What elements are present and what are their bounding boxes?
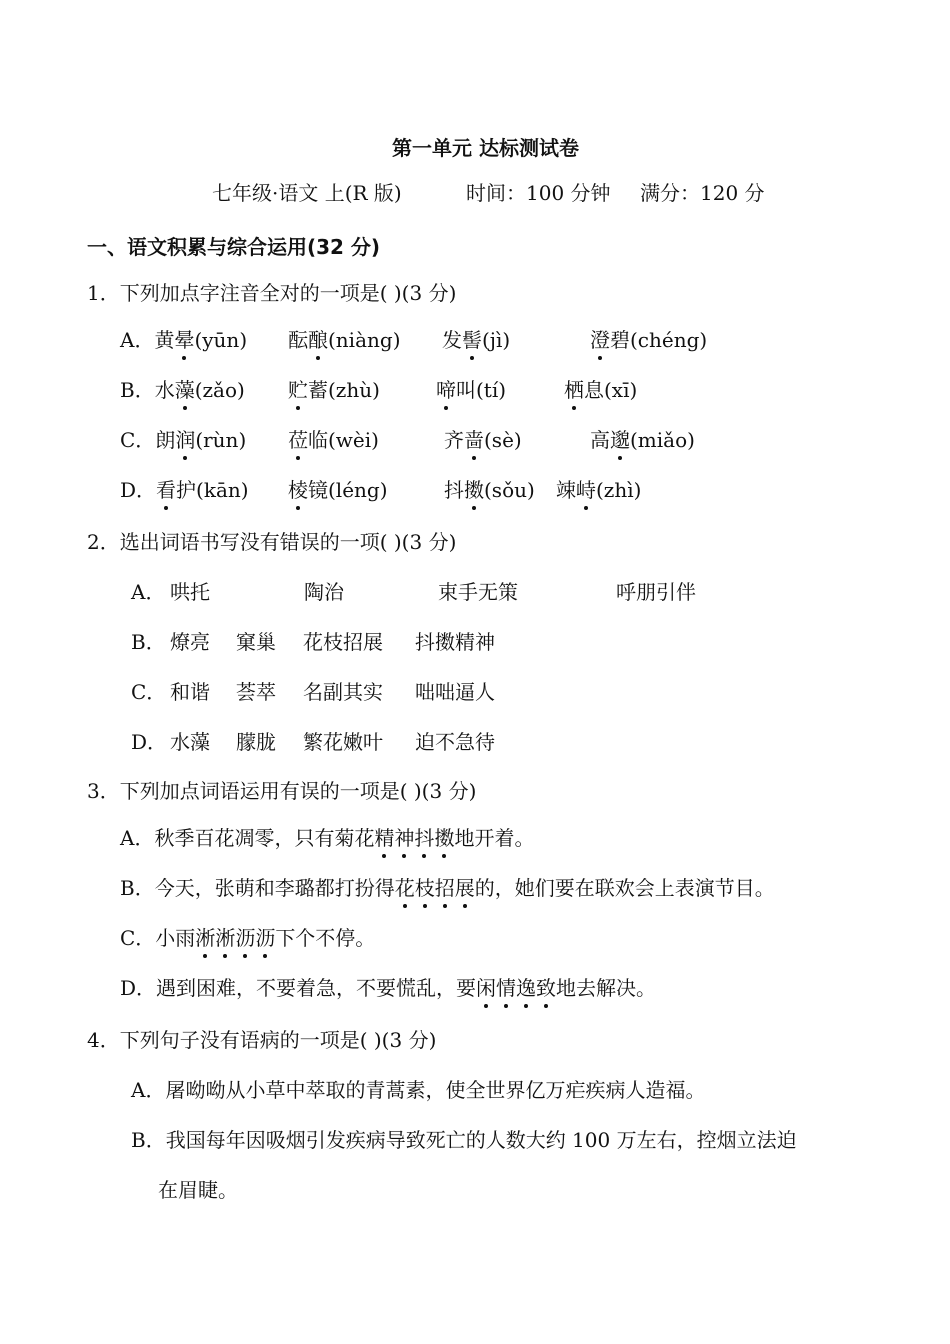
option-text: (yūn) bbox=[194, 328, 248, 352]
dotted-char: 神 bbox=[394, 826, 415, 850]
dotted-char: 枝 bbox=[414, 876, 435, 900]
q2-word: 繁花嫩叶 bbox=[303, 730, 383, 754]
q2-word: 迫不急待 bbox=[415, 730, 495, 754]
option-text: 下个不停。 bbox=[275, 926, 376, 950]
option-text: (sǒu) bbox=[484, 478, 535, 502]
q2-word: 和谐 bbox=[170, 680, 210, 704]
option-text: 朗 bbox=[155, 428, 176, 452]
q2-word: 荟萃 bbox=[236, 680, 276, 704]
dotted-char: 情 bbox=[496, 976, 517, 1000]
dotted-char: 酿 bbox=[308, 328, 328, 352]
dotted-char: 致 bbox=[536, 976, 557, 1000]
dotted-char: 邈 bbox=[610, 428, 630, 452]
exam-title: 第一单元 达标测试卷 bbox=[392, 136, 579, 160]
option-text: C．小雨 bbox=[120, 926, 196, 950]
dotted-char: 精 bbox=[374, 826, 395, 850]
option-text: (sè) bbox=[484, 428, 522, 452]
q1-option-d-word3 bbox=[444, 477, 535, 503]
q3-option-d bbox=[120, 975, 656, 1001]
q1-option-c-word2 bbox=[288, 427, 379, 453]
dotted-char: 花 bbox=[394, 876, 415, 900]
option-text: 水 bbox=[154, 378, 175, 402]
option-text: 镜(léng) bbox=[308, 478, 388, 502]
q1-option-b bbox=[120, 377, 245, 403]
q3-option-b bbox=[120, 875, 775, 901]
option-label: A． bbox=[120, 328, 155, 352]
q1-option-a-word4 bbox=[590, 327, 707, 353]
dotted-char: 沥 bbox=[255, 926, 276, 950]
dotted-char: 闲 bbox=[476, 976, 497, 1000]
option-text: 护(kān) bbox=[176, 478, 249, 502]
q3-option-a bbox=[120, 825, 534, 851]
q1-option-d-word2 bbox=[288, 477, 388, 503]
dotted-char: 澄 bbox=[590, 328, 610, 352]
q2-option-label-a: A． bbox=[131, 580, 166, 604]
q1-option-b-word3 bbox=[436, 377, 506, 403]
q1-option-c-word3 bbox=[444, 427, 522, 453]
option-text: 齐 bbox=[444, 428, 464, 452]
dotted-char: 沥 bbox=[235, 926, 256, 950]
dotted-char: 擞 bbox=[464, 478, 484, 502]
dotted-char: 淅 bbox=[195, 926, 216, 950]
option-text: 酝 bbox=[288, 328, 308, 352]
option-text: 高 bbox=[590, 428, 610, 452]
q2-option-label-c: C． bbox=[131, 680, 167, 704]
exam-time: 时间：100 分钟 bbox=[466, 181, 611, 205]
option-label: C． bbox=[120, 428, 156, 452]
question-3-stem: 3．下列加点词语运用有误的一项是( )(3 分) bbox=[87, 779, 477, 803]
q2-option-label-d: D． bbox=[131, 730, 168, 754]
option-text: 叫(tí) bbox=[456, 378, 507, 402]
q2-option-label-b: B． bbox=[131, 630, 166, 654]
dotted-char: 髻 bbox=[462, 328, 482, 352]
option-label: D． bbox=[120, 478, 157, 502]
q1-option-b-word4 bbox=[564, 377, 637, 403]
option-text: 蓄(zhù) bbox=[308, 378, 380, 402]
q2-word: 花枝招展 bbox=[303, 630, 383, 654]
option-text: 地去解决。 bbox=[556, 976, 657, 1000]
option-text: 的，她们要在联欢会上表演节目。 bbox=[474, 876, 775, 900]
dotted-char: 莅 bbox=[288, 428, 308, 452]
grade-subject: 七年级·语文 上(R 版) bbox=[212, 181, 402, 205]
option-text: (zhì) bbox=[596, 478, 642, 502]
q2-word: 陶治 bbox=[304, 580, 344, 604]
question-4-stem: 4．下列句子没有语病的一项是( )(3 分) bbox=[87, 1028, 437, 1052]
option-text: D．遇到困难，不要着急，不要慌乱，要 bbox=[120, 976, 477, 1000]
dotted-char: 贮 bbox=[288, 378, 308, 402]
section-heading: 一、语文积累与综合运用(32 分) bbox=[87, 235, 381, 259]
q2-word: 束手无策 bbox=[438, 580, 518, 604]
option-text: 息(xī) bbox=[584, 378, 638, 402]
option-text: (niàng) bbox=[328, 328, 401, 352]
dotted-char: 抖 bbox=[414, 826, 435, 850]
dotted-char: 峙 bbox=[576, 478, 596, 502]
option-label: B． bbox=[120, 378, 155, 402]
exam-full-score: 满分：120 分 bbox=[640, 181, 765, 205]
dotted-char: 润 bbox=[175, 428, 196, 452]
q4-option-b-line1: B．我国每年因吸烟引发疾病导致死亡的人数大约 100 万左右，控烟立法迫 bbox=[131, 1128, 797, 1152]
question-1-stem: 1．下列加点字注音全对的一项是( )(3 分) bbox=[87, 281, 457, 305]
q2-word: 窠巢 bbox=[236, 630, 276, 654]
q2-word: 名副其实 bbox=[303, 680, 383, 704]
option-text: 抖 bbox=[444, 478, 464, 502]
q2-word: 抖擞精神 bbox=[415, 630, 495, 654]
q1-option-b-word2 bbox=[288, 377, 380, 403]
q2-word: 朦胧 bbox=[236, 730, 276, 754]
q1-option-d-word4 bbox=[556, 477, 641, 503]
q1-option-a-word2 bbox=[288, 327, 401, 353]
q3-option-c bbox=[120, 925, 375, 951]
dotted-char: 逸 bbox=[516, 976, 537, 1000]
dotted-char: 招 bbox=[434, 876, 455, 900]
option-text: 竦 bbox=[556, 478, 576, 502]
option-text: (rùn) bbox=[195, 428, 247, 452]
question-2-stem: 2．选出词语书写没有错误的一项( )(3 分) bbox=[87, 530, 457, 554]
q2-word: 呼朋引伴 bbox=[616, 580, 696, 604]
option-text: 发 bbox=[442, 328, 462, 352]
option-text: (jì) bbox=[482, 328, 511, 352]
dotted-char: 啬 bbox=[464, 428, 484, 452]
q1-option-a bbox=[120, 327, 247, 353]
option-text: A．秋季百花凋零，只有菊花 bbox=[120, 826, 375, 850]
dotted-char: 淅 bbox=[215, 926, 236, 950]
option-text: 地开着。 bbox=[454, 826, 535, 850]
dotted-char: 展 bbox=[454, 876, 475, 900]
option-text: B．今天，张萌和李璐都打扮得 bbox=[120, 876, 395, 900]
option-text: (zǎo) bbox=[194, 378, 245, 402]
dotted-char: 栖 bbox=[564, 378, 584, 402]
q2-word: 水藻 bbox=[170, 730, 210, 754]
option-text: 碧(chéng) bbox=[610, 328, 708, 352]
option-text: 临(wèi) bbox=[308, 428, 379, 452]
q4-option-a: A．屠呦呦从小草中萃取的青蒿素，使全世界亿万疟疾病人造福。 bbox=[131, 1078, 706, 1102]
q2-word: 燎亮 bbox=[170, 630, 210, 654]
option-text: 黄 bbox=[154, 328, 175, 352]
dotted-char: 藻 bbox=[174, 378, 195, 402]
q1-option-a-word3 bbox=[442, 327, 510, 353]
q1-option-d bbox=[120, 477, 249, 503]
dotted-char: 擞 bbox=[434, 826, 455, 850]
q4-option-b-line2: 在眉睫。 bbox=[158, 1178, 238, 1202]
dotted-char: 棱 bbox=[288, 478, 308, 502]
dotted-char: 啼 bbox=[436, 378, 456, 402]
q1-option-c bbox=[120, 427, 246, 453]
q1-option-c-word4 bbox=[590, 427, 695, 453]
dotted-char: 晕 bbox=[174, 328, 195, 352]
dotted-char: 看 bbox=[156, 478, 177, 502]
option-text: (miǎo) bbox=[630, 428, 695, 452]
q2-word: 咄咄逼人 bbox=[415, 680, 495, 704]
q2-word: 哄托 bbox=[170, 580, 210, 604]
